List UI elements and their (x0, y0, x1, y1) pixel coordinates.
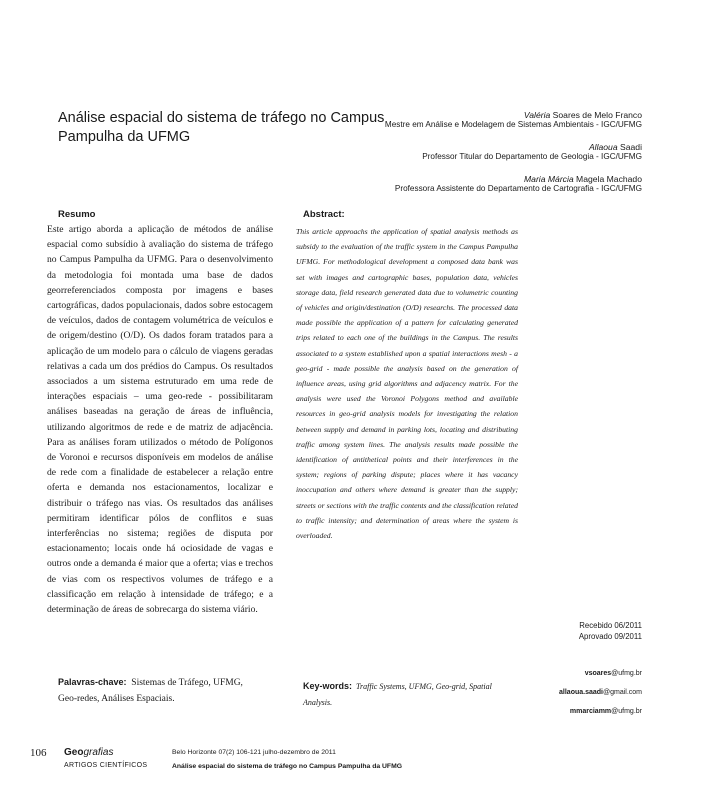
email-domain: @gmail.com (602, 689, 642, 696)
author-affiliation: Professor Titular do Departamento de Geologia - IGC/UFMG (422, 152, 642, 161)
email-domain: @ufmg.br (611, 708, 642, 715)
email-link[interactable] (559, 683, 642, 702)
email-domain: @ufmg.br (611, 670, 642, 677)
author-1 (385, 110, 642, 130)
author-affiliation: Professora Assistente do Departamento de Cartografia - IGC/UFMG (394, 184, 642, 193)
page-number: 106 (30, 747, 47, 759)
resumo-heading: Resumo (58, 209, 96, 220)
received-date: Recebido 06/2011 (579, 621, 642, 630)
journal-name (64, 747, 113, 758)
author-last-name: Magela Machado (573, 174, 642, 184)
abstract-heading: Abstract: (303, 209, 345, 220)
author-list (385, 110, 642, 206)
author-3 (385, 174, 642, 194)
journal-name-bold: Geo (64, 747, 84, 758)
keywords-pt (58, 674, 258, 707)
author-name (385, 110, 642, 120)
abstract-body: This article approachs the application of spatial analysis methods as subsidy to the evaluation of the traffic system in the Campus Pampulha UFMG. For methodological development a composed data bank was set with images and cartographic bases, population data, vehicles storage data, field research generated data due to volumetric counting of vehicles and origin/destination (O/D) researchs. The processed data made possible the application of a pattern for calculating generated trips related to each one of the buildings in the Campus. The results associated to a system established upon a spatial interactions mesh - a geo-grid - made possible the analysis based on the generation of influence areas, using grid algorithms and adjacency matrix. For the analysis were used the Voronoi Polygons method and available resources in geo-grid analysis models for investigating the relation between supply and demand in parking lots, locating and distributing traffic among system lines. The analysis results made possible the identification of antithetical points and their interferences in the system; regions of parking dispute; places where it has vacancy inoccupation and others where demand is greater than the supply; streets or sections with the traffic contents and the classification related to traffic intensity; and determination of areas where the system is overloaded. (296, 227, 518, 541)
journal-reference: Belo Horizonte 07(2) 106-121 julho-dezembro de 2011 (172, 749, 336, 756)
section-label: ARTIGOS CIENTÍFICOS (64, 762, 148, 769)
page-footer (30, 745, 670, 775)
author-first-name: Maria Márcia (524, 174, 574, 184)
author-affiliation: Mestre em Análise e Modelagem de Sistemas Ambientais - IGC/UFMG (384, 120, 642, 129)
email-link[interactable] (559, 702, 642, 721)
keywords-en (303, 678, 513, 711)
author-emails (559, 664, 642, 721)
author-last-name: Saadi (617, 142, 642, 152)
article-reference: Análise espacial do sistema de tráfego no Campus Pampulha da UFMG (172, 763, 403, 770)
email-user: allaoua.saadi (559, 689, 603, 696)
approved-date: Aprovado 09/2011 (578, 632, 642, 641)
article-title: Análise espacial do sistema de tráfego no Campus Pampulha da UFMG (58, 110, 385, 145)
author-first-name: Valéria (523, 110, 551, 120)
email-user: vsoares (584, 670, 612, 677)
submission-dates (579, 620, 642, 642)
journal-name-italic: grafias (83, 747, 114, 758)
keywords-en-label: Key-words: (303, 681, 353, 691)
author-last-name: Soares de Melo Franco (550, 110, 642, 120)
email-user: mmarciamm (569, 708, 612, 715)
resumo-body: Este artigo aborda a aplicação de métodos de análise espacial como subsídio à avaliação do sistema de tráfego no Campus Pampulha da UFMG. Para o desenvolvimento da metodologia foi montada uma base de dados georreferenciados composta por imagens e bases cartográficas, dados populacionais, dados sobre estocagem de veículos, dados de contagem volumétrica de veículos e de origem/destino (O/D). Os dados foram tratados para a aplicação de um modelo para o cálculo de viagens geradas relativas a cada um dos prédios do Campus. Os resultados associados a um sistema estruturado em uma rede de interações espaciais – uma geo-rede - possibilitaram análises baseadas na geração de áreas de influência, utilizando algoritmos de rede e de matriz de adjacência. Para as análises foram utilizados o método de Polígonos de Voronoi e recursos disponíveis em modelos de análise de rede com a finalidade de estabelecer a relação entre oferta e demanda nos estacionamentos, localizar e distribuir o tráfego nas vias. Os resultados das análises permitiram identificar pólos de conflitos e suas interferências no sistema; regiões de disputa por estacionamento; locais onde há ociosidade de vagas e outros onde a demanda é maior que a oferta; vias e trechos de vias com os respectivos volumes de tráfego e a classificação em relação à intensidade de tráfego; e a determinação de áreas de sobrecarga do sistema viário. (47, 224, 273, 616)
keywords-pt-label: Palavras-chave: (58, 677, 127, 687)
keywords-pt-text: Sistemas de Tráfego, UFMG, Geo-redes, Análises Espaciais. (58, 678, 243, 704)
author-name (385, 142, 642, 152)
author-2 (385, 142, 642, 162)
author-name (385, 174, 642, 184)
keywords-en-text: Traffic Systems, UFMG, Geo-grid, Spatial Analysis. (303, 682, 492, 707)
author-first-name: Allaoua (588, 142, 618, 152)
email-link[interactable] (559, 664, 642, 683)
